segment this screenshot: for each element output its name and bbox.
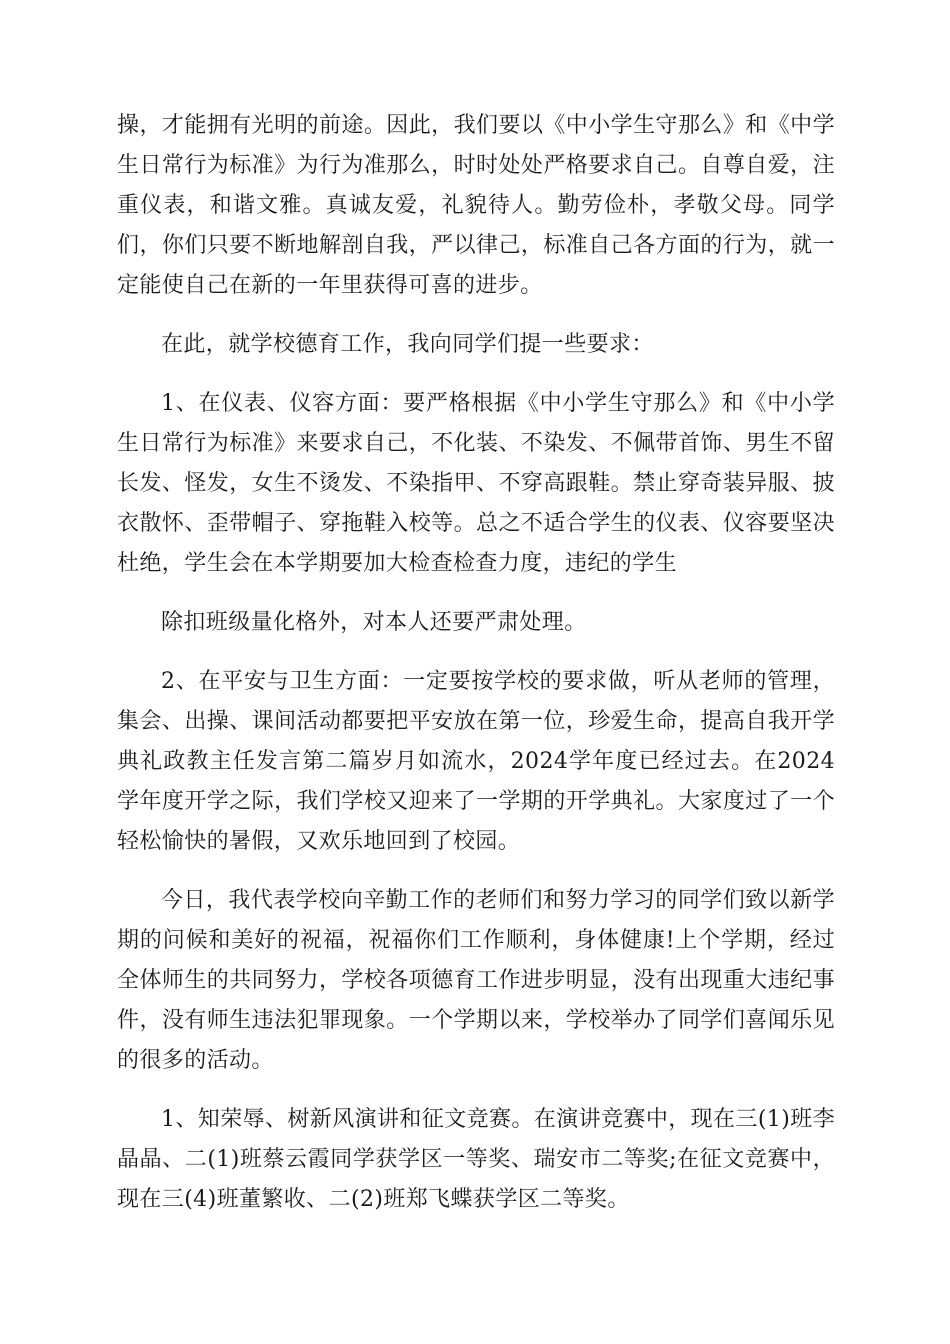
paragraph-1: 操，才能拥有光明的前途。因此，我们要以《中小学生守那么》和《中学生日常行为标准》为行为准那么，时时处处严格要求自己。自尊自爱，注重仪表，和谐文雅。真诚友爱，礼貌待人。勤劳俭朴，孝敬父母。同学们，你们只要不断地解剖自我，严以律己，标准自己各方面的行为，就一定能使自己在新的一年里获得可喜的进步。 <box>117 113 835 298</box>
document-page <box>117 106 835 1239</box>
paragraph-6: 今日，我代表学校向辛勤工作的老师们和努力学习的同学们致以新学期的问候和美好的祝福，祝福你们工作顺利，身体健康!上个学期，经过全体师生的共同努力，学校各项德育工作进步明显，没有出现重大违纪事件，没有师生违法犯罪现象。一个学期以来，学校举办了同学们喜闻乐见的很多的活动。 <box>117 888 835 1073</box>
paragraph-2: 在此，就学校德育工作，我向同学们提一些要求： <box>161 332 654 357</box>
paragraph-7: 1、知荣辱、树新风演讲和征文竞赛。在演讲竞赛中，现在三(1)班李晶晶、二(1)班蔡云霞同学获学区一等奖、瑞安市二等奖;在征文竞赛中，现在三(4)班董繁收、二(2)班郑飞蝶获学区二等奖。 <box>117 1107 835 1212</box>
paragraph-5: 2、在平安与卫生方面：一定要按学校的要求做，听从老师的管理，集会、出操、课间活动都要把平安放在第一位，珍爱生命，提高自我开学典礼政教主任发言第二篇岁月如流水，2024学年度已经过去。在2024学年度开学之际，我们学校又迎来了一学期的开学典礼。大家度过了一个轻松愉快的暑假，又欢乐地回到了校园。 <box>117 669 835 854</box>
paragraph-3: 1、在仪表、仪容方面：要严格根据《中小学生守那么》和《中小学生日常行为标准》来要求自己，不化装、不染发、不佩带首饰、男生不留长发、怪发，女生不烫发、不染指甲、不穿高跟鞋。禁止穿奇装异服、披衣散怀、歪带帽子、穿拖鞋入校等。总之不适合学生的仪表、仪容要坚决杜绝，学生会在本学期要加大检查检查力度，违纪的学生 <box>117 391 835 576</box>
paragraph-4: 除扣班级量化格外，对本人还要严肃处理。 <box>161 610 587 635</box>
